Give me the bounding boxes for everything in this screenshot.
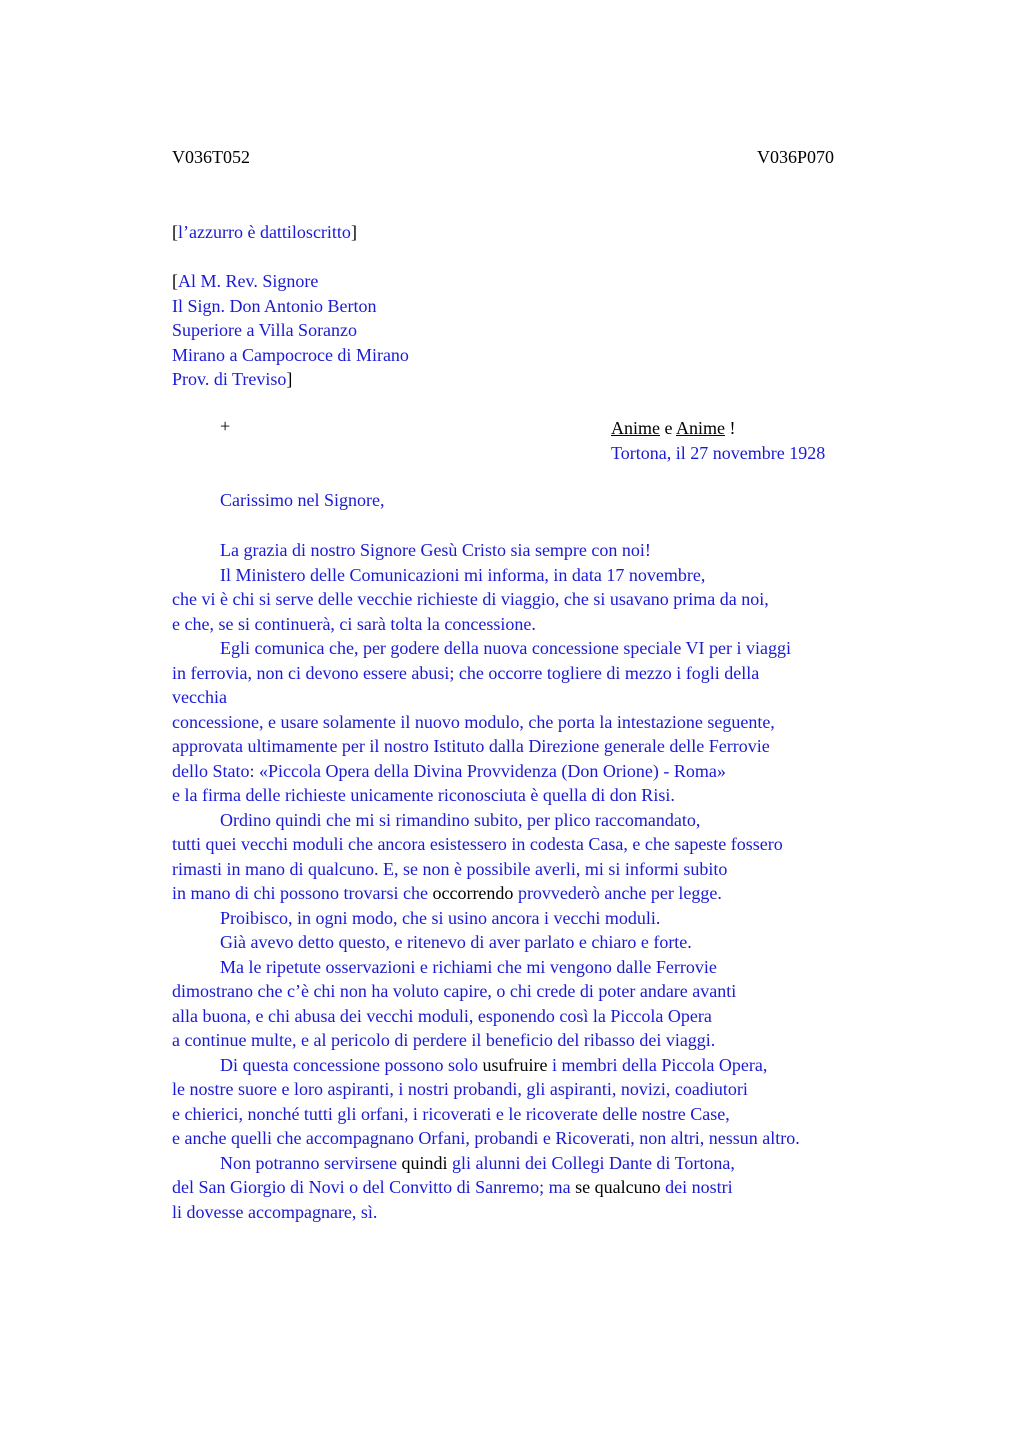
address-line: Superiore a Villa Soranzo bbox=[172, 320, 358, 340]
recipient-address bbox=[172, 269, 409, 392]
document-code-right: V036P070 bbox=[757, 147, 835, 167]
handwritten-insert: se qualcuno bbox=[575, 1177, 661, 1197]
body-line: dello Stato: «Piccola Opera della Divina Provvidenza (Don Orione) - Roma» bbox=[172, 760, 726, 781]
address-open-bracket: [ bbox=[172, 271, 178, 291]
body-line: Ma le ripetute osservazioni e richiami che mi vengono dalle Ferrovie bbox=[220, 956, 717, 977]
handwritten-insert: occorrendo bbox=[432, 883, 514, 903]
body-line: del San Giorgio di Novi o del Convitto di Sanremo; ma se qualcuno dei nostri bbox=[172, 1177, 733, 1197]
handwritten-insert: usufruire bbox=[482, 1054, 548, 1075]
body-line: in mano di chi possono trovarsi che occorrendo provvederò anche per legge. bbox=[172, 883, 722, 903]
address-line: [Al M. Rev. Signore bbox=[172, 271, 319, 291]
body-line: rimasti in mano di qualcuno. E, se non è possibile averli, mi si informi subito bbox=[172, 858, 728, 879]
body-line: e chierici, nonché tutti gli orfani, i ricoverati e le ricoverate delle nostre Case, bbox=[172, 1103, 730, 1124]
body-line: che vi è chi si serve delle vecchie richieste di viaggio, che si usavano prima da noi, bbox=[172, 589, 769, 609]
body-line: Ordino quindi che mi si rimandino subito, per plico raccomandato, bbox=[220, 809, 701, 830]
body-line: Proibisco, in ogni modo, che si usino ancora i vecchi moduli. bbox=[220, 907, 661, 928]
body-line: a continue multe, e al pericolo di perdere il beneficio del ribasso dei viaggi. bbox=[172, 1030, 716, 1050]
motto-word: Anime bbox=[676, 418, 725, 438]
motto-word: Anime bbox=[611, 418, 660, 438]
document-code-left: V036T052 bbox=[172, 147, 250, 167]
address-line: Prov. di Treviso] bbox=[172, 369, 293, 389]
note-open-bracket: [ bbox=[172, 222, 178, 242]
letter-body bbox=[172, 538, 800, 1224]
handwritten-insert: quindi bbox=[401, 1152, 448, 1173]
body-line: Di questa concessione possono solo usufruire i membri della Piccola Opera, bbox=[220, 1054, 768, 1075]
body-line: La grazia di nostro Signore Gesù Cristo sia sempre con noi! bbox=[220, 540, 651, 560]
body-line: in ferrovia, non ci devono essere abusi; che occorre togliere di mezzo i fogli della bbox=[172, 662, 760, 683]
editorial-note bbox=[172, 220, 357, 245]
body-line: le nostre suore e loro aspiranti, i nostri probandi, gli aspiranti, novizi, coadiutori bbox=[172, 1079, 748, 1099]
body-line: e che, se si continuerà, ci sarà tolta la concessione. bbox=[172, 613, 536, 634]
body-line: e anche quelli che accompagnano Orfani, probandi e Ricoverati, non altri, nessun altro. bbox=[172, 1128, 800, 1148]
body-line: concessione, e usare solamente il nuovo modulo, che porta la intestazione seguente, bbox=[172, 711, 775, 732]
note-close-bracket: ] bbox=[350, 222, 357, 242]
salutation: Carissimo nel Signore, bbox=[220, 490, 385, 510]
body-line: li dovesse accompagnare, sì. bbox=[172, 1201, 378, 1222]
body-line: Già avevo detto questo, e ritenevo di aver parlato e chiaro e forte. bbox=[220, 932, 692, 952]
note-text: l’azzurro è dattiloscritto bbox=[178, 222, 351, 242]
body-line: Il Ministero delle Comunicazioni mi informa, in data 17 novembre, bbox=[220, 564, 706, 585]
body-line: Non potranno servirsene quindi gli alunni dei Collegi Dante di Tortona, bbox=[220, 1152, 735, 1173]
motto: Anime e Anime ! bbox=[611, 418, 736, 438]
body-line: e la firma delle richieste unicamente riconosciuta è quella di don Risi. bbox=[172, 785, 675, 805]
body-line: approvata ultimamente per il nostro Istituto dalla Direzione generale delle Ferrovie bbox=[172, 736, 770, 756]
body-line: dimostrano che c’è chi non ha voluto capire, o chi crede di poter andare avanti bbox=[172, 981, 737, 1001]
body-line: Egli comunica che, per godere della nuova concessione speciale VI per i viaggi bbox=[220, 638, 791, 658]
address-line: Mirano a Campocroce di Mirano bbox=[172, 344, 409, 365]
body-line: alla buona, e chi abusa dei vecchi moduli, esponendo così la Piccola Opera bbox=[172, 1005, 712, 1026]
cross-symbol: + bbox=[220, 416, 231, 436]
body-line: vecchia bbox=[172, 687, 227, 707]
address-close-bracket: ] bbox=[286, 369, 293, 389]
body-line: tutti quei vecchi moduli che ancora esistessero in codesta Casa, e che sapeste fossero bbox=[172, 834, 783, 854]
address-line: Il Sign. Don Antonio Berton bbox=[172, 295, 377, 316]
dateline: Tortona, il 27 novembre 1928 bbox=[611, 442, 826, 463]
letter-heading-right bbox=[611, 416, 825, 465]
